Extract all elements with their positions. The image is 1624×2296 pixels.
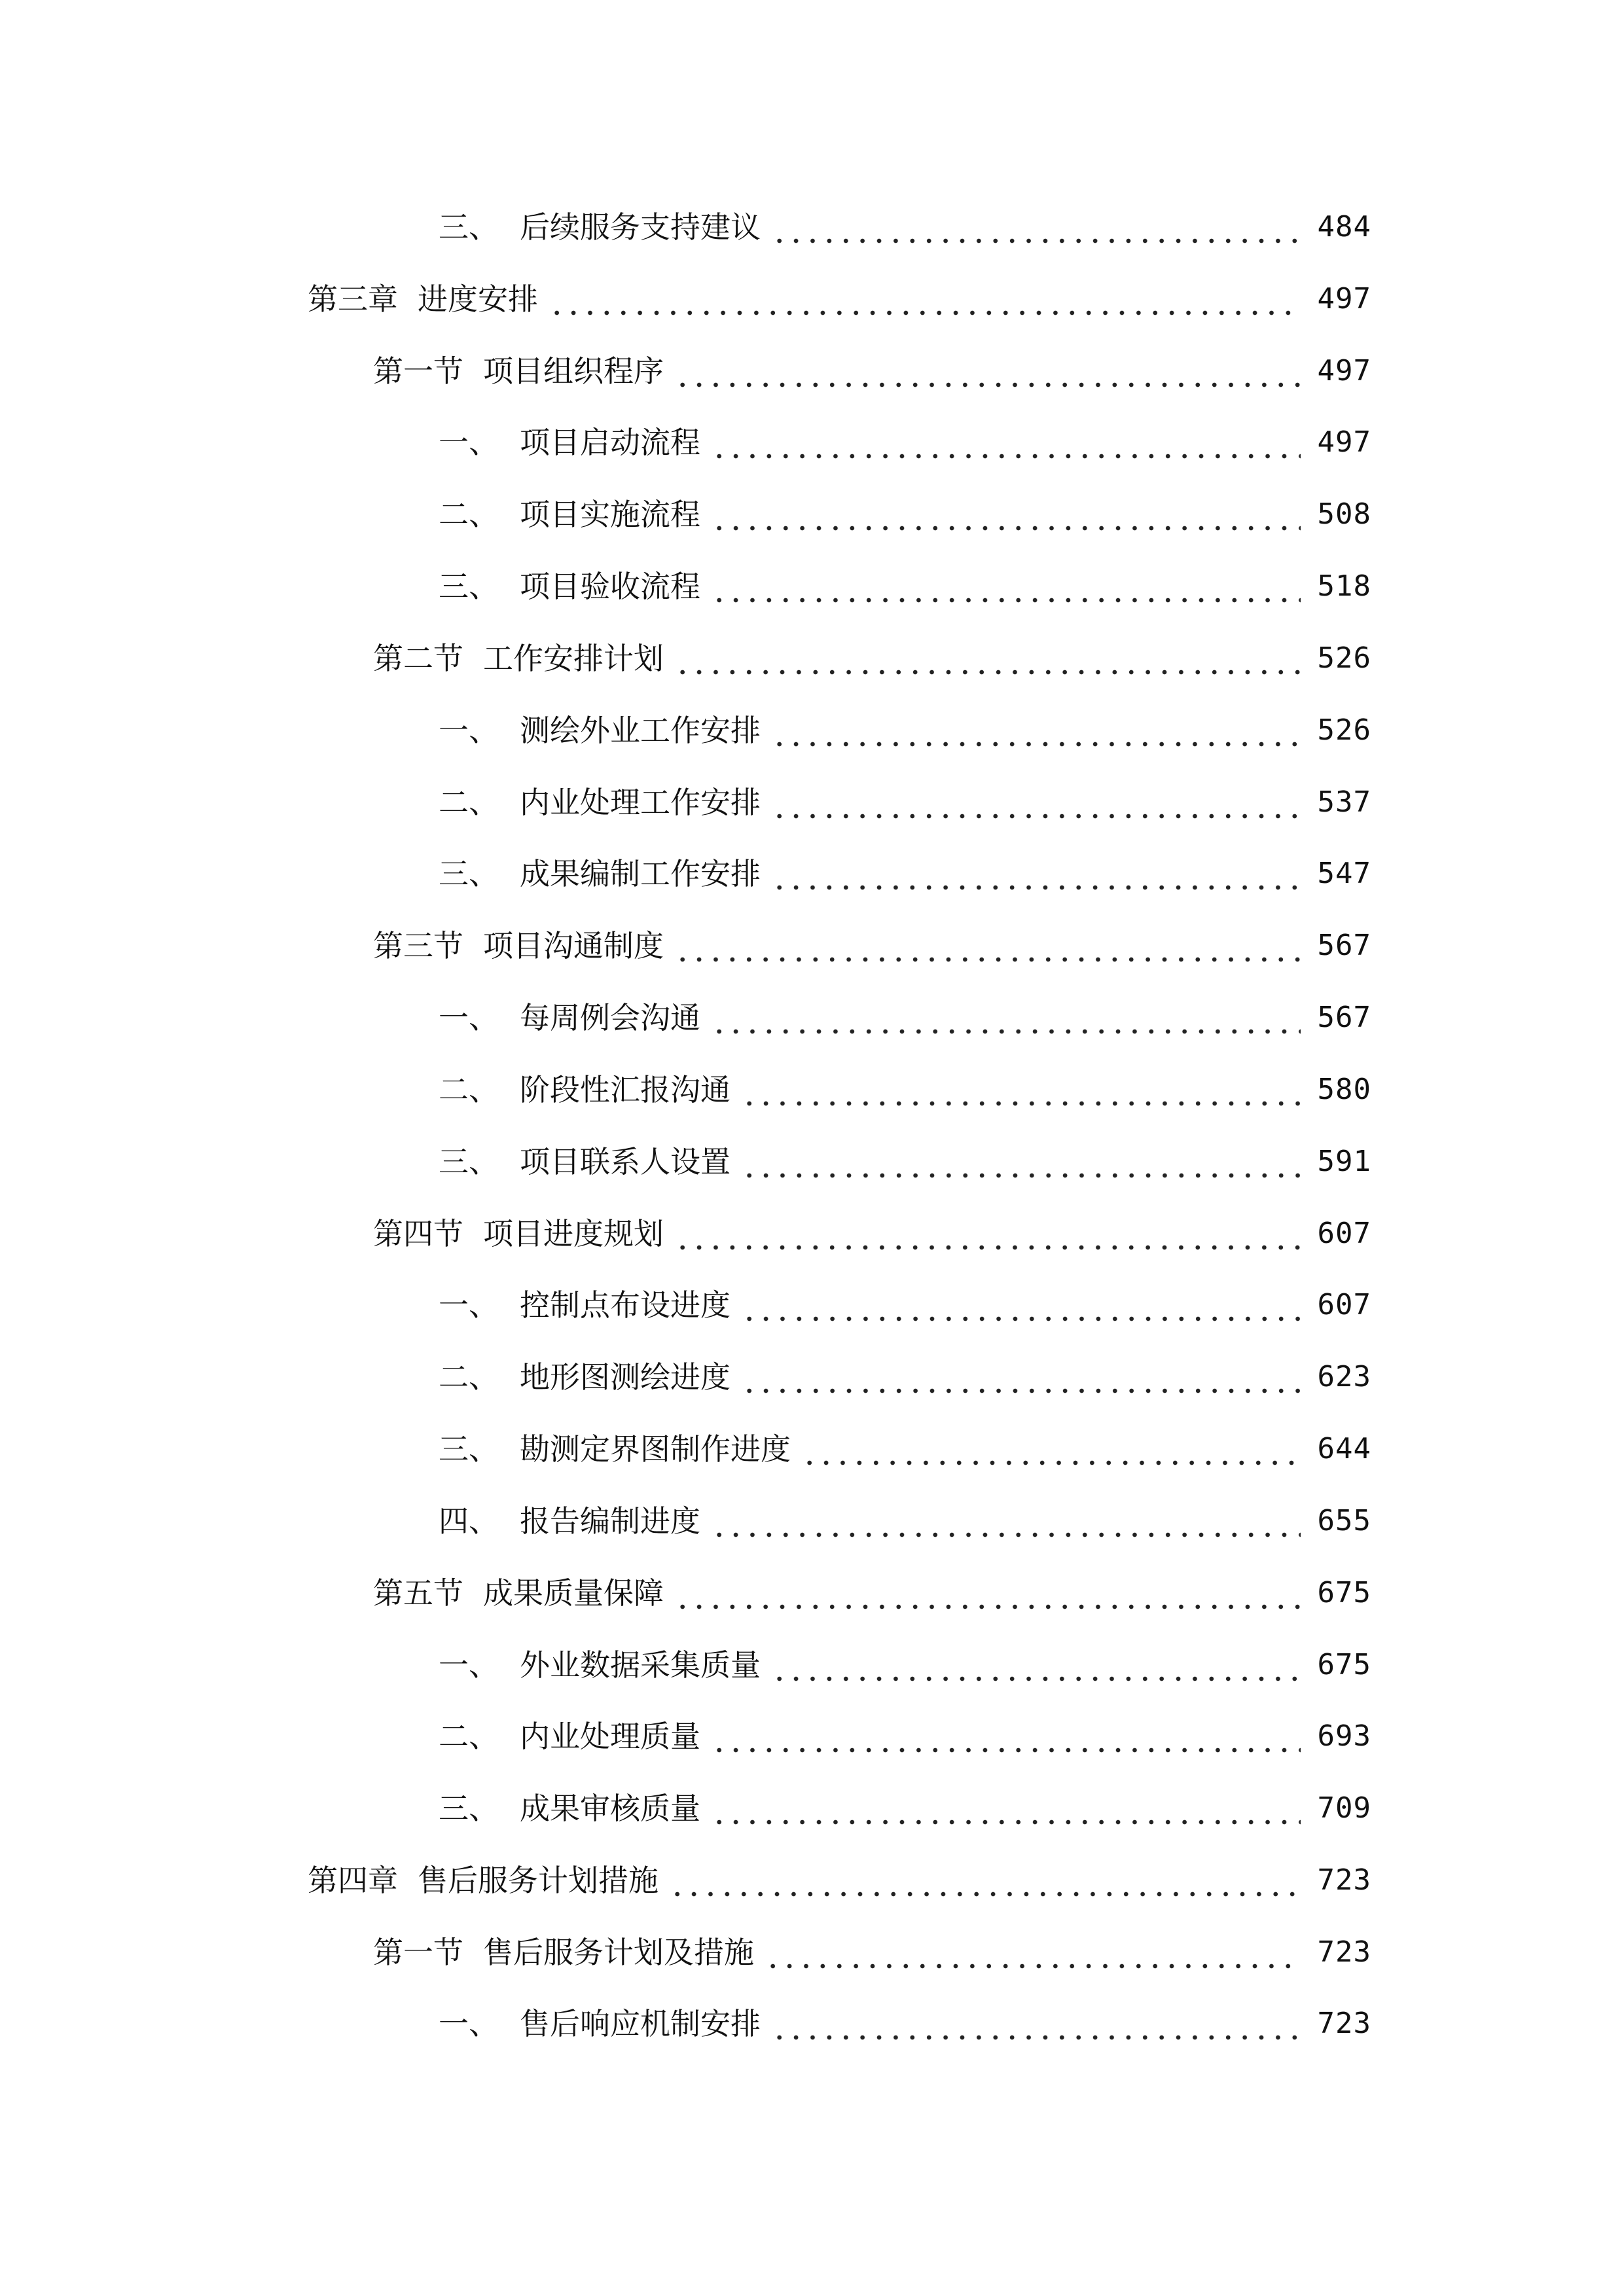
dot-leader [765, 1926, 1301, 1979]
dot-leader [771, 848, 1301, 900]
toc-entry-page: 497 [1317, 282, 1371, 315]
toc-entry-number: 四、 [439, 1503, 499, 1539]
toc-entry-title: 成果审核质量 [520, 1791, 700, 1826]
dot-leader [711, 488, 1301, 541]
toc-entry[interactable] [439, 1495, 1371, 1547]
toc-entry-number: 第二节 [373, 641, 463, 676]
toc-entry-title: 进度安排 [418, 281, 538, 317]
toc-entry-number: 三、 [439, 1791, 499, 1826]
toc-entry-page: 567 [1317, 929, 1371, 962]
toc-entry-number: 三、 [439, 569, 499, 604]
toc-entry-page: 497 [1317, 425, 1371, 459]
toc-entry[interactable] [308, 1854, 1371, 1907]
toc-entry-title: 报告编制进度 [520, 1503, 700, 1539]
dot-leader [741, 1136, 1301, 1188]
toc-entry-page: 508 [1317, 497, 1371, 531]
toc-entry-page: 567 [1317, 1001, 1371, 1034]
dot-leader [771, 1639, 1301, 1691]
toc-entry-number: 三、 [439, 856, 499, 891]
toc-entry-number: 第五节 [373, 1575, 463, 1611]
dot-leader [549, 273, 1301, 325]
toc-entry-page: 518 [1317, 569, 1371, 603]
dot-leader [771, 201, 1301, 253]
toc-entry-number: 三、 [439, 1144, 499, 1179]
toc-entry-title: 内业处理工作安排 [520, 785, 761, 820]
toc-entry[interactable] [439, 1064, 1371, 1116]
toc-entry[interactable] [439, 488, 1371, 541]
toc-entry-page: 675 [1317, 1648, 1371, 1681]
toc-entry-page: 580 [1317, 1073, 1371, 1106]
dot-leader [741, 1064, 1301, 1116]
toc-entry-title: 外业数据采集质量 [520, 1647, 761, 1683]
toc-entry[interactable] [439, 1136, 1371, 1188]
toc-entry-title: 售后服务计划及措施 [483, 1935, 754, 1970]
toc-entry[interactable] [439, 704, 1371, 757]
toc-entry[interactable] [439, 1639, 1371, 1691]
toc-entry-title: 项目进度规划 [483, 1216, 664, 1251]
dot-leader [711, 560, 1301, 613]
toc-entry-title: 成果编制工作安排 [520, 856, 761, 891]
toc-entry-page: 607 [1317, 1217, 1371, 1250]
toc-entry-page: 675 [1317, 1576, 1371, 1609]
toc-entry-number: 二、 [439, 1072, 499, 1107]
toc-entry[interactable] [439, 1710, 1371, 1763]
toc-entry-number: 一、 [439, 2006, 499, 2041]
dot-leader [711, 992, 1301, 1044]
toc-entry-page: 547 [1317, 857, 1371, 890]
toc-entry[interactable] [373, 632, 1371, 685]
toc-entry-title: 地形图测绘进度 [520, 1359, 731, 1395]
toc-entry[interactable] [439, 1782, 1371, 1835]
toc-entry-number: 二、 [439, 785, 499, 820]
toc-entry-title: 售后服务计划措施 [418, 1863, 659, 1898]
toc-entry[interactable] [439, 1351, 1371, 1403]
toc-entry-page: 644 [1317, 1432, 1371, 1465]
toc-entry-title: 项目启动流程 [520, 425, 700, 460]
toc-entry-number: 第四章 [308, 1863, 398, 1898]
toc-entry[interactable] [439, 201, 1371, 253]
toc-entry-page: 484 [1317, 210, 1371, 243]
toc-entry-number: 二、 [439, 1359, 499, 1395]
toc-entry[interactable] [439, 1998, 1371, 2050]
dot-leader [711, 1495, 1301, 1547]
toc-entry-number: 三、 [439, 1431, 499, 1467]
dot-leader [771, 1998, 1301, 2050]
dot-leader [669, 1854, 1301, 1907]
toc-entry-title: 每周例会沟通 [520, 1000, 700, 1035]
toc-entry-page: 723 [1317, 1863, 1371, 1897]
dot-leader [801, 1423, 1301, 1475]
dot-leader [674, 632, 1301, 685]
toc-entry[interactable] [439, 1423, 1371, 1475]
toc-entry-page: 526 [1317, 713, 1371, 747]
toc-entry-number: 第四节 [373, 1216, 463, 1251]
toc-entry-page: 723 [1317, 2007, 1371, 2040]
toc-entry[interactable] [439, 776, 1371, 829]
dot-leader [711, 1710, 1301, 1763]
toc-entry[interactable] [439, 1279, 1371, 1331]
toc-entry-title: 工作安排计划 [483, 641, 664, 676]
toc-entry-page: 591 [1317, 1145, 1371, 1178]
toc-entry-number: 第一节 [373, 353, 463, 389]
toc-entry-page: 537 [1317, 785, 1371, 819]
toc-entry-title: 项目组织程序 [483, 353, 664, 389]
toc-entry-number: 一、 [439, 1287, 499, 1323]
toc-entry-title: 成果质量保障 [483, 1575, 664, 1611]
dot-leader [711, 1782, 1301, 1835]
toc-entry-title: 阶段性汇报沟通 [520, 1072, 731, 1107]
toc-entry-title: 项目验收流程 [520, 569, 700, 604]
toc-entry-number: 第三章 [308, 281, 398, 317]
dot-leader [741, 1351, 1301, 1403]
toc-entry-number: 第一节 [373, 1935, 463, 1970]
toc-entry-number: 一、 [439, 425, 499, 460]
toc-entry-title: 勘测定界图制作进度 [520, 1431, 791, 1467]
toc-entry-title: 测绘外业工作安排 [520, 713, 761, 748]
dot-leader [674, 1208, 1301, 1260]
toc-entry-page: 693 [1317, 1719, 1371, 1753]
toc-entry-page: 497 [1317, 354, 1371, 387]
toc-entry-page: 623 [1317, 1360, 1371, 1393]
dot-leader [674, 1567, 1301, 1619]
toc-entry[interactable] [373, 920, 1371, 972]
toc-entry-title: 控制点布设进度 [520, 1287, 731, 1323]
toc-entry[interactable] [439, 416, 1371, 469]
toc-entry-number: 第三节 [373, 928, 463, 963]
toc-entry-number: 一、 [439, 1000, 499, 1035]
toc-entry-title: 后续服务支持建议 [520, 209, 761, 245]
toc-entry[interactable] [439, 848, 1371, 900]
toc-entry[interactable] [373, 1208, 1371, 1260]
toc-entry[interactable] [439, 992, 1371, 1044]
dot-leader [711, 416, 1301, 469]
toc-entry-page: 607 [1317, 1288, 1371, 1321]
toc-entry[interactable] [373, 345, 1371, 397]
toc-entry-title: 项目实施流程 [520, 497, 700, 532]
toc-entry-title: 项目联系人设置 [520, 1144, 731, 1179]
toc-entry-title: 项目沟通制度 [483, 928, 664, 963]
toc-entry[interactable] [373, 1567, 1371, 1619]
toc-entry-number: 二、 [439, 1719, 499, 1754]
toc-entry[interactable] [308, 273, 1371, 325]
toc-entry-title: 内业处理质量 [520, 1719, 700, 1754]
toc-entry-title: 售后响应机制安排 [520, 2006, 761, 2041]
toc-entry[interactable] [439, 560, 1371, 613]
toc-entry-page: 655 [1317, 1504, 1371, 1537]
toc-entry-number: 二、 [439, 497, 499, 532]
dot-leader [674, 345, 1301, 397]
dot-leader [674, 920, 1301, 972]
toc-entry-number: 一、 [439, 1647, 499, 1683]
toc-entry-number: 三、 [439, 209, 499, 245]
toc-entry-page: 526 [1317, 641, 1371, 675]
dot-leader [771, 704, 1301, 757]
toc-entry-number: 一、 [439, 713, 499, 748]
toc-entry-page: 723 [1317, 1935, 1371, 1969]
toc-entry-page: 709 [1317, 1791, 1371, 1825]
dot-leader [741, 1279, 1301, 1331]
toc-entry[interactable] [373, 1926, 1371, 1979]
dot-leader [771, 776, 1301, 829]
